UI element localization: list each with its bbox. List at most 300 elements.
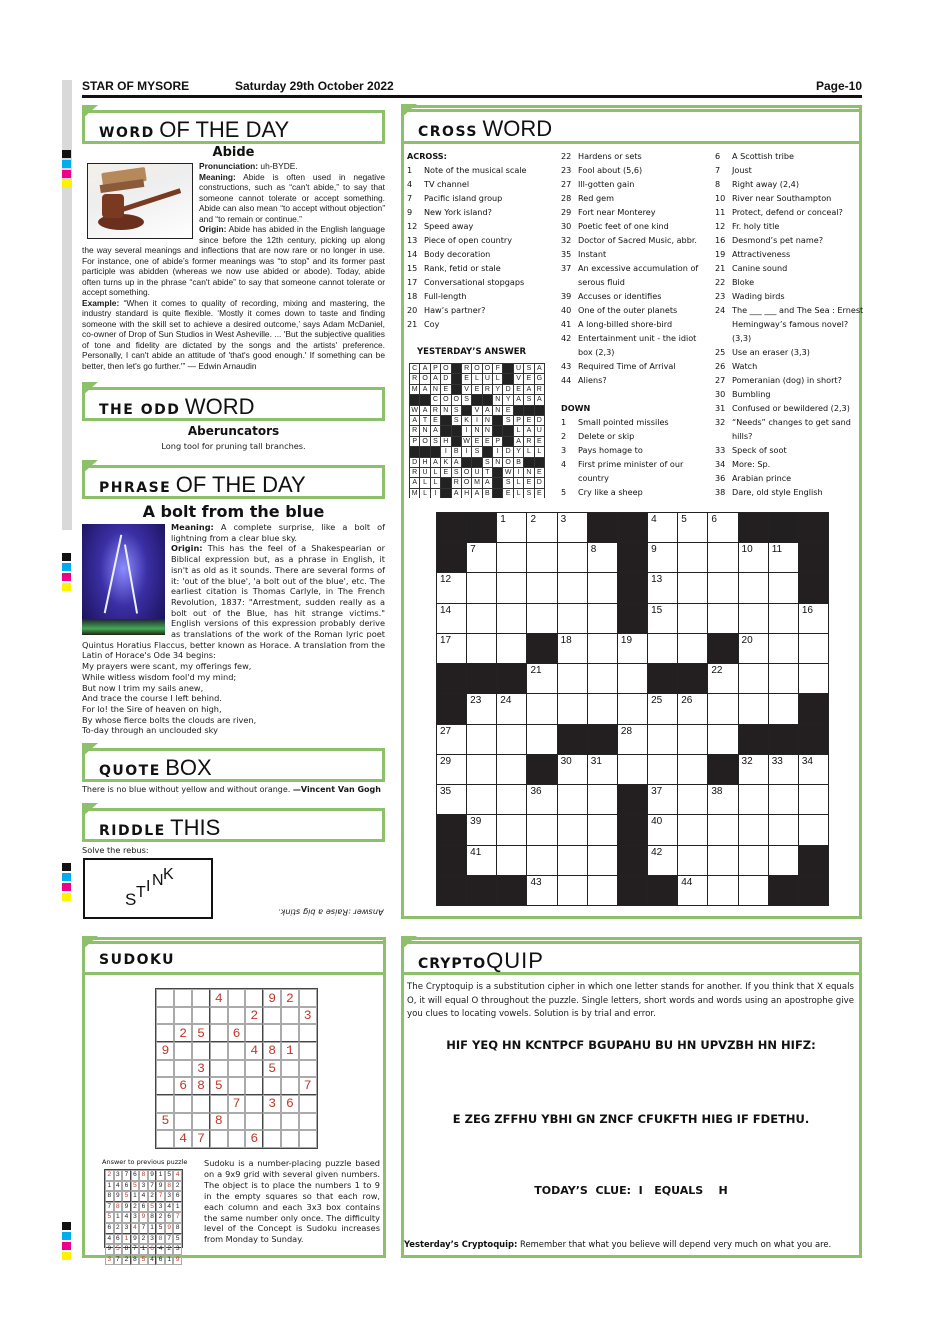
crossword-cell[interactable] (497, 634, 526, 663)
crossword-cell[interactable] (708, 876, 737, 905)
reg-mark (62, 583, 71, 591)
crossword-cell[interactable] (618, 725, 647, 754)
crossword-cell[interactable] (678, 543, 707, 572)
answer-cell: E (503, 489, 512, 498)
crossword-cell[interactable] (497, 755, 526, 784)
crossword-cell[interactable] (588, 543, 617, 572)
crossword-cell[interactable] (708, 573, 737, 602)
black-cell (437, 846, 466, 875)
crossword-cell[interactable] (648, 725, 677, 754)
crossword-cell[interactable] (588, 634, 617, 663)
crossword-cell[interactable] (678, 634, 707, 663)
answer-cell: R (483, 385, 492, 394)
clue-number: 8 (715, 179, 721, 189)
crossword-cell[interactable] (618, 664, 647, 693)
answer-cell: S (524, 489, 533, 498)
crossword-cell[interactable] (618, 634, 647, 663)
crossword-cell[interactable] (558, 846, 587, 875)
clue-text: Hardens or sets (578, 151, 642, 161)
crossword-cell[interactable] (497, 846, 526, 875)
crossword-cell[interactable] (648, 785, 677, 814)
clue-number: 22 (561, 151, 572, 161)
answer-cell: D (535, 416, 544, 425)
cell-number: 17 (440, 634, 452, 646)
cell-number: 2 (530, 514, 537, 525)
answer-cell: V (514, 374, 523, 383)
crossword-cell[interactable] (678, 785, 707, 814)
answer-cell: O (422, 375, 428, 383)
answer-cell: 5 (139, 1255, 148, 1266)
answer-cell: V (462, 385, 471, 394)
crossword-cell[interactable] (467, 543, 496, 572)
crossword-cell[interactable] (618, 755, 647, 784)
crossword-cell[interactable] (739, 815, 768, 844)
crossword-cell[interactable] (437, 634, 466, 663)
word-of-day-title: WORD OF THE DAY (82, 110, 385, 144)
yesterday-heading: YESTERDAY’S ANSWER (417, 347, 527, 357)
crossword-cell[interactable] (467, 634, 496, 663)
margin-strip (62, 80, 72, 530)
black-cell (618, 876, 647, 905)
crossword-cell[interactable] (739, 785, 768, 814)
cell-number: 6 (711, 514, 717, 525)
crossword-cell[interactable] (437, 604, 466, 633)
answer-cell: R (410, 374, 419, 383)
clue-text: A Scottish tribe (732, 151, 795, 161)
crossword-cell[interactable] (708, 543, 737, 572)
crossword-cell[interactable] (678, 815, 707, 844)
answer-cell: 6 (148, 1244, 157, 1255)
cell-number: 18 (560, 634, 572, 646)
crossword-cell[interactable] (558, 604, 587, 633)
crossword-cell[interactable] (588, 573, 617, 602)
crossword-cell[interactable] (437, 785, 466, 814)
crossword-cell[interactable] (678, 573, 707, 602)
crossword-cell[interactable] (497, 604, 526, 633)
poem-line: By whose fierce bolts the clouds are riven, (82, 714, 257, 725)
crossword-cell[interactable] (527, 543, 556, 572)
poem-line: But now I trim my sails anew, (82, 682, 204, 693)
answer-cell: 7 (173, 1212, 182, 1223)
crossword-cell[interactable] (739, 694, 768, 723)
crossword-cell[interactable] (467, 846, 496, 875)
sudoku-row: 685 7 (161, 1078, 322, 1094)
clue-item (407, 289, 559, 303)
clue-item (561, 303, 713, 317)
clue-item (561, 485, 713, 499)
cell-number: 39 (470, 816, 482, 828)
crossword-cell[interactable] (558, 634, 587, 663)
crossword-cell[interactable] (799, 785, 828, 814)
crossword-cell[interactable] (799, 755, 828, 784)
crossword-cell[interactable] (437, 755, 466, 784)
crossword-cell[interactable] (527, 573, 556, 602)
crossword-cell[interactable] (739, 664, 768, 693)
crossword-cell[interactable] (437, 725, 466, 754)
across-heading: ACROSS: (407, 151, 447, 161)
cell-number: 22 (711, 665, 723, 677)
answer-cell: 1 (173, 1202, 182, 1213)
crossword-cell[interactable] (467, 725, 496, 754)
crossword-cell[interactable] (527, 876, 556, 905)
crossword-cell[interactable] (527, 694, 556, 723)
cell-number: 21 (530, 665, 542, 677)
answer-cell: A (431, 426, 440, 435)
answer-cell: L (420, 478, 429, 487)
crossword-cell[interactable] (799, 634, 828, 663)
clue-text: Watch (732, 361, 758, 371)
clue-text: Right away (2,4) (732, 179, 799, 189)
black-cell (799, 513, 828, 542)
clue-item (561, 331, 713, 359)
crossword-cell[interactable] (467, 785, 496, 814)
crossword-cell[interactable] (558, 815, 587, 844)
crossword-cell[interactable] (527, 785, 556, 814)
crossword-cell[interactable] (467, 604, 496, 633)
answer-cell: 8 (156, 1234, 165, 1245)
crossword-cell[interactable] (467, 694, 496, 723)
odd-word-definition: Long tool for pruning tall branches. (161, 441, 306, 451)
answer-cell: 7 (122, 1170, 131, 1181)
clue-text: Pays homage to (578, 445, 643, 455)
crossword-cell[interactable] (708, 664, 737, 693)
black-cell (588, 513, 617, 542)
crossword-cell[interactable] (527, 725, 556, 754)
crossword-cell[interactable] (739, 543, 768, 572)
clue-item (407, 163, 559, 177)
black-cell (441, 426, 450, 435)
clue-item (407, 303, 559, 317)
crossword-cell[interactable] (558, 876, 587, 905)
answer-cell: Y (514, 447, 523, 456)
answer-cell: C (410, 364, 419, 373)
black-cell (799, 725, 828, 754)
crossword-cell[interactable] (799, 604, 828, 633)
clue-item (561, 205, 713, 219)
crossword-cell[interactable] (708, 815, 737, 844)
black-cell (514, 406, 523, 415)
crossword-cell[interactable] (497, 543, 526, 572)
black-cell (437, 694, 466, 723)
answer-cell: 4 (173, 1170, 182, 1181)
answer-cell: 1 (148, 1223, 157, 1234)
black-cell (558, 725, 587, 754)
clue-text: First prime minister of our country (578, 459, 684, 483)
crossword-cell[interactable] (739, 634, 768, 663)
answer-cell: N (493, 395, 502, 404)
crossword-cell[interactable] (648, 573, 677, 602)
black-cell (618, 785, 647, 814)
crossword-cell[interactable] (497, 725, 526, 754)
crossword-cell[interactable] (588, 846, 617, 875)
answer-cell: 7 (114, 1255, 123, 1266)
crossword-cell[interactable] (648, 815, 677, 844)
crossword-cell[interactable] (558, 543, 587, 572)
answer-cell: 7 (156, 1191, 165, 1202)
answer-cell: 9 (165, 1223, 174, 1234)
clue-text: “Needs” changes to get sand hills? (732, 417, 851, 441)
answer-cell: 4 (122, 1212, 131, 1223)
clue-item (715, 261, 867, 275)
cell-number: 1 (500, 514, 506, 525)
crossword-cell[interactable] (769, 604, 798, 633)
crossword-cell[interactable] (588, 694, 617, 723)
answer-cell: A (483, 406, 492, 415)
crossword-cell[interactable] (467, 755, 496, 784)
clue-number: 4 (561, 459, 567, 469)
answer-cell: I (472, 416, 481, 425)
crossword-cell[interactable] (769, 573, 798, 602)
clue-number: 10 (715, 193, 726, 203)
crossword-cell[interactable] (648, 634, 677, 663)
answer-cell: O (443, 365, 449, 372)
crossword-cell[interactable] (527, 664, 556, 693)
reg-mark (62, 893, 71, 901)
black-cell (437, 664, 466, 693)
crossword-cell[interactable] (739, 846, 768, 875)
crossword-cell[interactable] (769, 694, 798, 723)
cell-number: 42 (651, 846, 663, 858)
riddle-title: RIDDLE THIS (82, 808, 385, 842)
crossword-cell[interactable] (467, 573, 496, 602)
crossword-cell[interactable] (648, 513, 677, 542)
answer-cell: O (505, 458, 511, 466)
clue-number: 16 (715, 235, 726, 245)
answer-cell: 2 (139, 1234, 148, 1245)
answer-cell: 4 (139, 1191, 148, 1202)
answer-cell: D (441, 374, 450, 383)
answer-cell: 4 (165, 1202, 174, 1213)
crossword-cell[interactable] (708, 694, 737, 723)
answer-cell: A (483, 478, 492, 487)
answer-cell: A (410, 478, 419, 487)
quote-text: There is no blue without yellow and without orange. —Vincent Van Gogh (82, 785, 381, 794)
clue-number: 21 (715, 263, 726, 273)
cell-number: 37 (651, 786, 663, 798)
clue-text: Wading birds (732, 291, 785, 301)
answer-cell: 4 (105, 1234, 114, 1245)
crossword-cell[interactable] (769, 785, 798, 814)
crossword-cell[interactable] (648, 755, 677, 784)
clue-number: 9 (407, 207, 413, 217)
crossword-cell[interactable] (497, 815, 526, 844)
crossword-cell[interactable] (588, 664, 617, 693)
crossword-cell[interactable] (558, 785, 587, 814)
crossword-cell[interactable] (497, 785, 526, 814)
crossword-cell[interactable] (527, 846, 556, 875)
crossword-cell[interactable] (678, 755, 707, 784)
crossword-cell[interactable] (558, 573, 587, 602)
answer-cell: P (493, 437, 502, 446)
answer-cell: 1 (139, 1244, 148, 1255)
answer-cell: S (462, 395, 471, 404)
crossword-cell[interactable] (769, 846, 798, 875)
answer-cell: Y (493, 385, 502, 394)
black-cell (799, 694, 828, 723)
answer-cell: 5 (173, 1234, 182, 1245)
clue-text: Fr. holy title (732, 221, 780, 231)
answer-cell: A (452, 458, 461, 467)
crossword-cell[interactable] (769, 815, 798, 844)
answer-cell: 7 (105, 1202, 114, 1213)
answer-cell: N (420, 426, 429, 435)
black-cell (527, 755, 556, 784)
crossword-cell[interactable] (588, 815, 617, 844)
clue-text: Speck of soot (732, 445, 787, 455)
crossword-cell[interactable] (678, 513, 707, 542)
answer-cell: N (493, 458, 502, 467)
crossword-cell[interactable] (527, 604, 556, 633)
crossword-cell[interactable] (708, 725, 737, 754)
clue-text: TV channel (424, 179, 470, 189)
crossword-cell[interactable] (497, 513, 526, 542)
crossword-cell[interactable] (799, 815, 828, 844)
answer-cell: O (474, 365, 480, 372)
answer-cell: 5 (122, 1191, 131, 1202)
crossword-cell[interactable] (678, 876, 707, 905)
sudoku-answer-label: Answer to previous puzzle (102, 1158, 188, 1166)
answer-cell: A (514, 395, 523, 404)
gavel-image (87, 163, 193, 239)
poem-line: And trace the course I left behind. (82, 693, 222, 704)
answer-cell: 1 (156, 1170, 165, 1181)
clue-text: Doctor of Sacred Music, abbr. (578, 235, 697, 245)
answer-cell: E (462, 374, 471, 383)
crossword-cell[interactable] (708, 604, 737, 633)
sudoku-row: 9 481 (161, 1043, 322, 1059)
answer-cell: 2 (156, 1212, 165, 1223)
word-headword: Abide (212, 145, 255, 160)
crossword-cell[interactable] (588, 876, 617, 905)
black-cell (524, 458, 533, 467)
answer-cell: B (483, 489, 492, 498)
black-cell (437, 513, 466, 542)
clue-text: Small pointed missiles (578, 417, 669, 427)
clue-item (561, 261, 713, 289)
cell-number: 20 (741, 634, 753, 646)
crossword-cell[interactable] (739, 876, 768, 905)
crossword-cell[interactable] (437, 573, 466, 602)
answer-cell: 9 (148, 1170, 157, 1181)
black-cell (437, 543, 466, 572)
crossword-cell[interactable] (678, 725, 707, 754)
crossword-cell[interactable] (769, 755, 798, 784)
answer-cell: 8 (105, 1191, 114, 1202)
answer-cell: E (441, 468, 450, 477)
black-cell (493, 416, 502, 425)
crossword-cell[interactable] (497, 694, 526, 723)
page-number: Page-10 (815, 79, 862, 93)
answer-cell: I (514, 468, 523, 477)
crossword-cell[interactable] (739, 604, 768, 633)
clue-item (561, 373, 713, 387)
clue-item (715, 177, 867, 191)
clue-number: 1 (561, 417, 567, 427)
crossword-cell[interactable] (769, 634, 798, 663)
crossword-cell[interactable] (678, 846, 707, 875)
answer-cell: O (422, 437, 428, 445)
answer-cell: 8 (114, 1202, 123, 1213)
answer-cell: E (524, 416, 533, 425)
answer-cell: 5 (156, 1223, 165, 1234)
crossword-cell[interactable] (799, 664, 828, 693)
answer-cell: 5 (165, 1170, 174, 1181)
crossword-cell[interactable] (558, 513, 587, 542)
crossword-cell[interactable] (648, 846, 677, 875)
clue-number: 32 (561, 235, 572, 245)
answer-cell: 2 (114, 1223, 123, 1234)
answer-cell: P (410, 437, 419, 446)
crossword-cell[interactable] (678, 694, 707, 723)
clue-item (715, 401, 867, 415)
cell-number: 41 (470, 846, 482, 858)
crossword-cell[interactable] (739, 755, 768, 784)
crossword-cell[interactable] (558, 664, 587, 693)
crossword-cell[interactable] (558, 755, 587, 784)
black-cell (588, 725, 617, 754)
crossword-cell[interactable] (648, 543, 677, 572)
crossword-cell[interactable] (708, 846, 737, 875)
crossword-cell[interactable] (618, 694, 647, 723)
cell-number: 35 (440, 786, 452, 798)
reg-mark (62, 553, 71, 561)
crossword-cell[interactable] (588, 604, 617, 633)
black-cell (452, 426, 461, 435)
crossword-cell[interactable] (558, 694, 587, 723)
answer-cell: 8 (139, 1170, 148, 1181)
answer-cell: K (462, 416, 471, 425)
crossword-cell[interactable] (769, 664, 798, 693)
answer-cell: A (524, 385, 533, 394)
crossword-cell[interactable] (497, 573, 526, 602)
answer-cell: E (503, 406, 512, 415)
black-cell (708, 634, 737, 663)
clue-item (715, 387, 867, 401)
cell-number: 10 (741, 544, 753, 556)
clue-item (561, 457, 713, 485)
crossword-grid (436, 512, 829, 906)
clue-item (715, 373, 867, 387)
rebus-letter: K (163, 866, 174, 883)
crossword-cell[interactable] (588, 755, 617, 784)
spacer (561, 387, 713, 401)
answer-cell: 2 (148, 1191, 157, 1202)
clue-number: 6 (715, 151, 721, 161)
black-cell (472, 458, 481, 467)
clue-text: Fool about (5,6) (578, 165, 643, 175)
crossword-cell[interactable] (678, 604, 707, 633)
answer-cell: S (483, 458, 492, 467)
crossword-cell[interactable] (708, 513, 737, 542)
crossword-cell[interactable] (527, 815, 556, 844)
clue-text: Conversational stopgaps (424, 277, 525, 287)
answer-cell: 2 (105, 1170, 114, 1181)
clue-item (561, 247, 713, 261)
crossword-cell[interactable] (588, 785, 617, 814)
crossword-cell[interactable] (527, 513, 556, 542)
answer-cell: N (431, 385, 440, 394)
clue-item (561, 233, 713, 247)
answer-cell: P (431, 364, 440, 373)
crossword-cell[interactable] (708, 785, 737, 814)
crossword-cell[interactable] (739, 573, 768, 602)
crossword-cell[interactable] (769, 543, 798, 572)
crossword-cell[interactable] (648, 694, 677, 723)
clue-text: Piece of open country (424, 235, 513, 245)
crossword-cell[interactable] (648, 604, 677, 633)
answer-cell: 9 (105, 1244, 114, 1255)
crossword-cell[interactable] (467, 815, 496, 844)
